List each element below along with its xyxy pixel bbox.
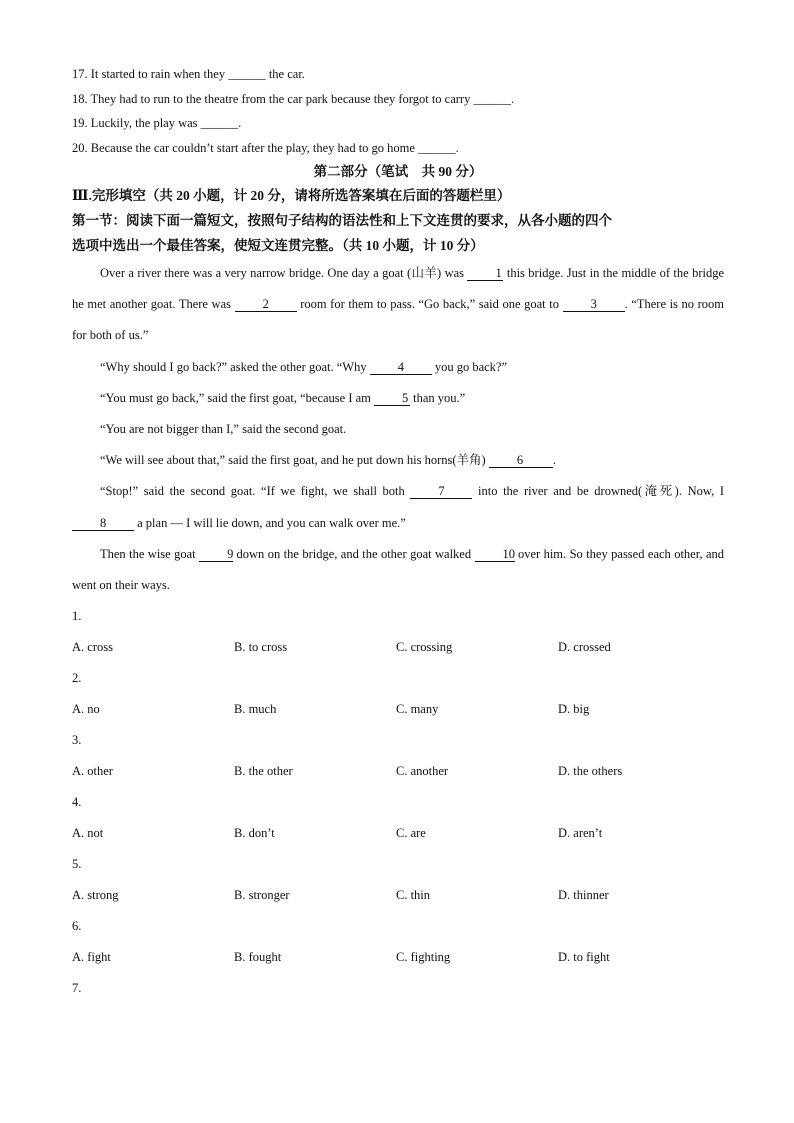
passage-paragraph-4: “You are not bigger than I,” said the second goat.	[100, 422, 347, 437]
option-2-a[interactable]: A. no	[72, 702, 100, 717]
passage-text: Over a river there was a very narrow bridge. One day a goat (山羊) was	[100, 266, 468, 280]
blank-3: 3	[563, 297, 625, 312]
option-5-d[interactable]: D. thinner	[558, 888, 609, 903]
options-row-1	[72, 632, 724, 663]
option-5-a[interactable]: A. strong	[72, 888, 119, 903]
option-6-a[interactable]: A. fight	[72, 950, 111, 965]
option-1-c[interactable]: C. crossing	[396, 640, 453, 655]
blank-1: 1	[467, 266, 503, 281]
passage-text: “Stop!” said the second goat. “If we fight, we shall both	[100, 484, 411, 499]
heading-part1-line2: 选项中选出一个最佳答案，使短文连贯完整。（共 10 小题，计 10 分）	[72, 238, 484, 253]
question-number-2: 2.	[72, 671, 82, 686]
passage-paragraph-5	[72, 445, 724, 476]
question-list	[72, 601, 724, 1004]
part-a-items	[72, 62, 724, 160]
question-item-17: 17. It started to rain when they ______ the car.	[72, 67, 305, 81]
passage-text: . “There is no room for both of us.”	[72, 297, 724, 343]
passage-text: “We will see about that,” said the first goat, and he put down his horns(羊角)	[100, 453, 489, 468]
option-2-d[interactable]: D. big	[558, 702, 590, 717]
option-1-a[interactable]: A. cross	[72, 640, 113, 655]
option-2-b[interactable]: B. much	[234, 702, 277, 717]
options-row-4	[72, 818, 724, 849]
question-number-7: 7.	[72, 981, 82, 996]
option-4-d[interactable]: D. aren’t	[558, 826, 603, 841]
passage-text: “You must go back,” said the first goat, “because I am	[100, 390, 375, 405]
passage-paragraph-2	[72, 352, 724, 383]
options-row-6	[72, 942, 724, 973]
option-3-d[interactable]: D. the others	[558, 764, 623, 779]
question-number-4: 4.	[72, 795, 82, 810]
option-6-c[interactable]: C. fighting	[396, 950, 451, 965]
blank-4: 4	[370, 360, 432, 375]
option-4-a[interactable]: A. not	[72, 826, 104, 841]
passage-paragraph-1	[72, 258, 724, 352]
passage-text: down on the bridge, and the other goat walked	[233, 546, 475, 561]
option-3-b[interactable]: B. the other	[234, 764, 293, 779]
passage-text: a plan — I will lie down, and you can walk over me.”	[134, 515, 406, 530]
question-number-1: 1.	[72, 609, 82, 624]
option-2-c[interactable]: C. many	[396, 702, 439, 717]
blank-2: 2	[235, 297, 297, 312]
passage-text: over him. So they passed each other, and went on their ways.	[72, 546, 724, 593]
blank-6: 6	[489, 453, 553, 468]
option-5-b[interactable]: B. stronger	[234, 888, 290, 903]
option-6-d[interactable]: D. to fight	[558, 950, 610, 965]
blank-5: 5	[374, 391, 410, 406]
question-number-5: 5.	[72, 857, 82, 872]
passage-text: into the river and be drowned(淹死). Now, I	[472, 484, 724, 499]
options-row-5	[72, 880, 724, 911]
question-item-19: 19. Luckily, the play was ______.	[72, 116, 242, 130]
passage-paragraph-7	[72, 539, 724, 601]
option-5-c[interactable]: C. thin	[396, 888, 431, 903]
passage-text: you go back?”	[431, 359, 508, 374]
option-1-b[interactable]: B. to cross	[234, 640, 288, 655]
option-6-b[interactable]: B. fought	[234, 950, 282, 965]
blank-9: 9	[199, 547, 233, 562]
question-item-20: 20. Because the car couldn’t start after the play, they had to go home ______.	[72, 140, 459, 155]
heading-cloze: Ⅲ.完形填空（共 20 小题，计 20 分，请将所选答案填在后面的答题栏里）	[72, 188, 511, 203]
option-3-c[interactable]: C. another	[396, 764, 449, 779]
options-row-3	[72, 756, 724, 787]
blank-7: 7	[410, 484, 472, 499]
option-4-b[interactable]: B. don’t	[234, 826, 275, 841]
section-title: 第二部分（笔试 共 90 分）	[313, 164, 483, 179]
option-4-c[interactable]: C. are	[396, 826, 426, 841]
option-1-d[interactable]: D. crossed	[558, 640, 611, 655]
question-number-6: 6.	[72, 919, 82, 934]
option-3-a[interactable]: A. other	[72, 764, 113, 779]
passage-text: .	[552, 453, 556, 468]
blank-10: 10	[475, 547, 515, 562]
options-row-2	[72, 694, 724, 725]
passage-paragraph-3	[72, 383, 724, 414]
passage-text: this bridge. Just in the middle of the bridge he met another goat. There was	[72, 266, 724, 312]
cloze-passage	[72, 258, 724, 601]
passage-text: than you.”	[410, 390, 466, 405]
blank-8: 8	[72, 516, 134, 531]
heading-part1-line1: 第一节：阅读下面一篇短文，按照句子结构的语法性和上下文连贯的要求，从各小题的四个	[72, 213, 612, 228]
exam-page	[72, 62, 724, 1004]
passage-text: Then the wise goat	[100, 546, 200, 561]
passage-text: “Why should I go back?” asked the other goat. “Why	[100, 359, 370, 374]
question-number-3: 3.	[72, 733, 82, 748]
question-item-18: 18. They had to run to the theatre from the car park because they forgot to carry ______.	[72, 91, 515, 106]
passage-paragraph-6	[72, 476, 724, 538]
passage-text: room for them to pass. “Go back,” said one goat to	[296, 297, 563, 312]
